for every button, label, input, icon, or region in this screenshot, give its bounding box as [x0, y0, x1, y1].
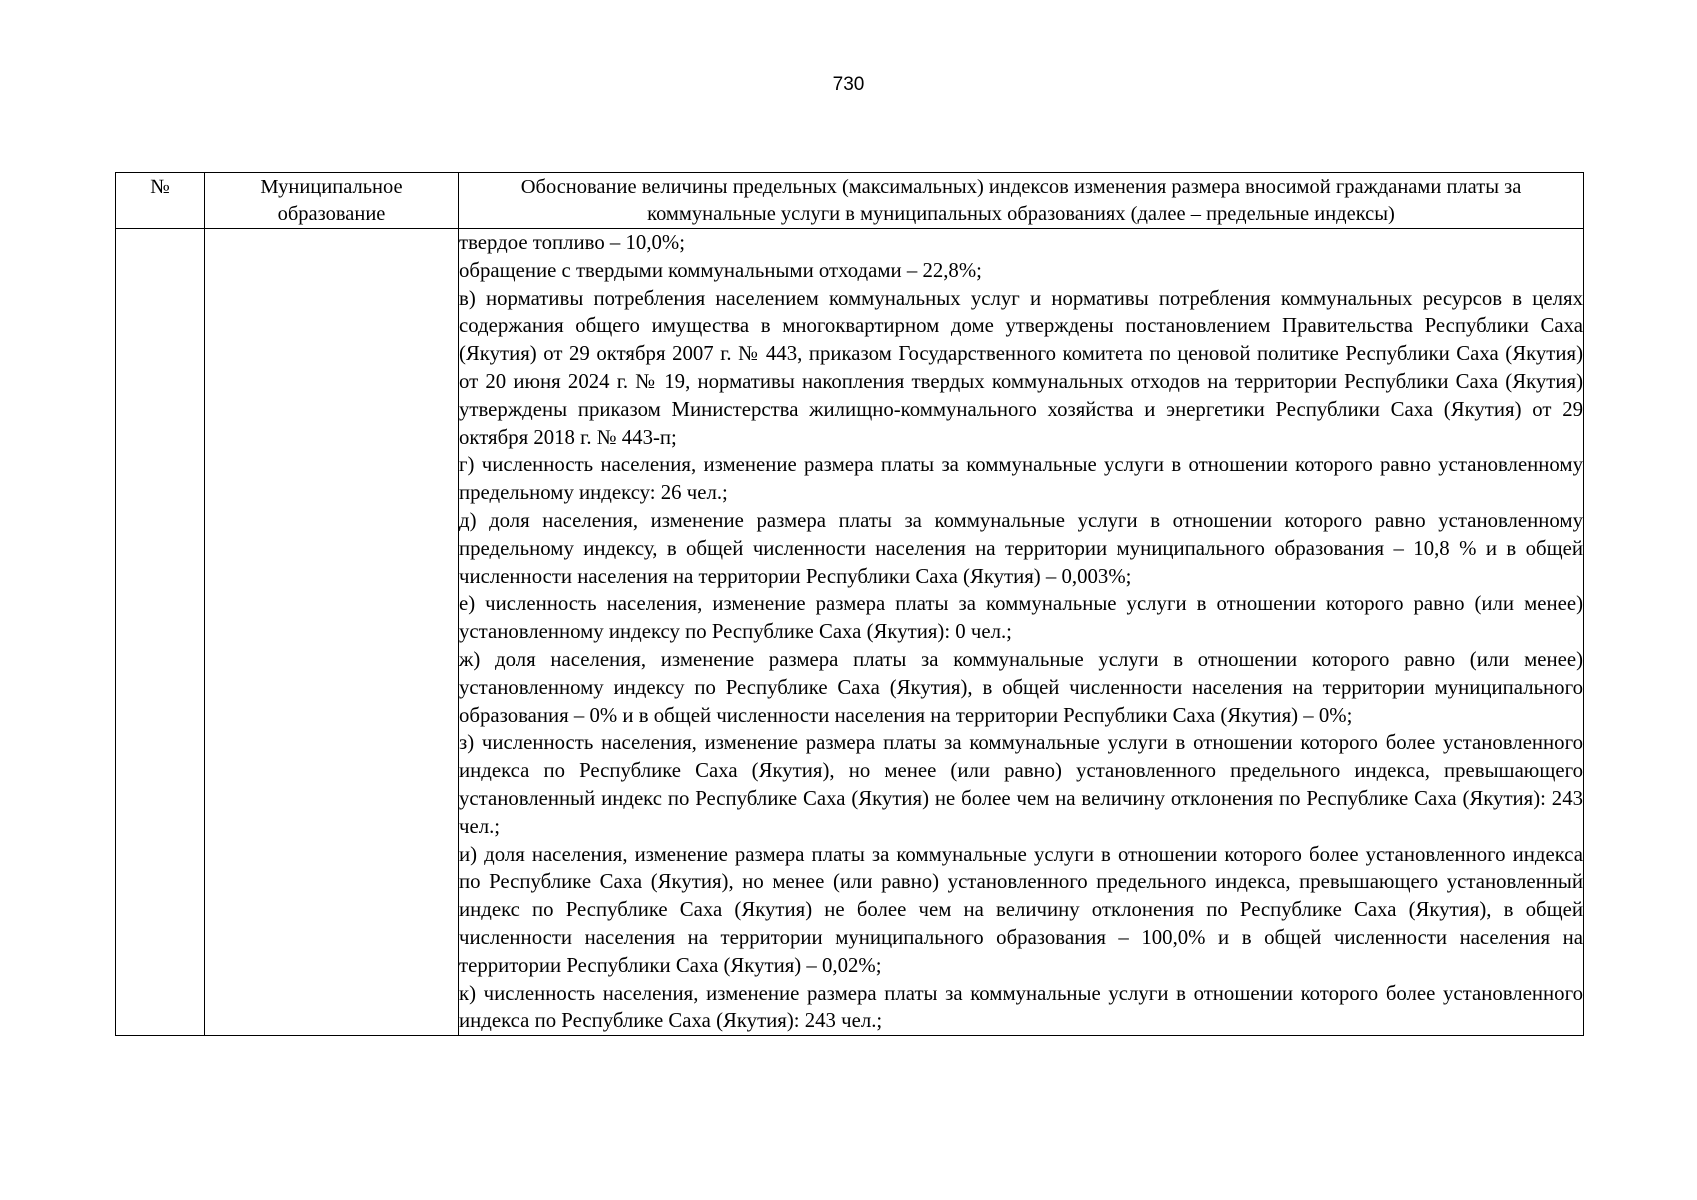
page-number: 730 [832, 74, 865, 95]
cell-municipality [205, 229, 459, 1036]
paragraph-item-v-norms: в) нормативы потребления населением коммунальных услуг и нормативы потребления коммунальных ресурсов в целях содержания общего имущества в многоквартирном доме утверждены постановлением Правительства Республики Саха (Якутия) от 29 октября 2007 г. № 443, приказом Государственного комитета по ценовой политике Республики Саха (Якутия) от 20 июня 2024 г. № 19, нормативы накопления твердых коммунальных отходов на территории Республики Саха (Якутия) утверждены приказом Министерства жилищно-коммунального хозяйства и энергетики Республики Саха (Якутия) от 29 октября 2018 г. № 443-п; [459, 286, 1583, 449]
paragraph-item-d: д) доля населения, изменение размера платы за коммунальные услуги в отношении которого равно установленному предельному индексу, в общей численности населения на территории муниципального образования – 10,8 % и в общей численности населения на территории Республики Саха (Якутия) – 0,003%; [459, 508, 1583, 588]
table-row [116, 229, 1584, 1036]
paragraph-item-g: г) численность населения, изменение размера платы за коммунальные услуги в отношении которого равно установленному предельному индексу: 26 чел.; [459, 453, 1583, 505]
paragraph-solid-waste: обращение с твердыми коммунальными отходами – 22,8%; [459, 258, 982, 282]
column-header-municipality: Муниципальное образование [205, 173, 459, 229]
paragraph-item-k: к) численность населения, изменение размера платы за коммунальные услуги в отношении которого более установленного индекса по Республике Саха (Якутия): 243 чел.; [459, 981, 1583, 1033]
paragraph-item-z: з) численность населения, изменение размера платы за коммунальные услуги в отношении которого более установленного индекса по Республике Саха (Якутия), но менее (или равно) установленного предельного индекса, превышающего установленный индекс по Республике Саха (Якутия) не более чем на величину отклонения по Республике Саха (Якутия): 243 чел.; [459, 731, 1583, 838]
column-header-number: № [116, 173, 205, 229]
paragraph-solid-fuel: твердое топливо – 10,0%; [459, 231, 686, 254]
cell-number [116, 229, 205, 1036]
cell-justification [459, 229, 1584, 1036]
column-header-justification: Обоснование величины предельных (максимальных) индексов изменения размера вносимой гражданами платы за коммунальные услуги в муниципальных образованиях (далее – предельные индексы) [459, 173, 1584, 229]
justification-table [115, 172, 1584, 1036]
table-header-row [116, 173, 1584, 229]
paragraph-item-i: и) доля населения, изменение размера платы за коммунальные услуги в отношении которого более установленного индекса по Республике Саха (Якутия), но менее (или равно) установленного предельного индекса, превышающего установленный индекс по Республике Саха (Якутия) не более чем на величину отклонения по Республике Саха (Якутия), в общей численности населения на территории муниципального образования – 100,0% и в общей численности населения на территории Республики Саха (Якутия) – 0,02%; [459, 842, 1583, 977]
paragraph-item-zh: ж) доля населения, изменение размера платы за коммунальные услуги в отношении которого равно (или менее) установленному индексу по Республике Саха (Якутия), в общей численности населения на территории муниципального образования – 0% и в общей численности населения на территории Республики Саха (Якутия) – 0%; [459, 647, 1583, 727]
paragraph-item-e: е) численность населения, изменение размера платы за коммунальные услуги в отношении которого равно (или менее) установленному индексу по Республике Саха (Якутия): 0 чел.; [459, 592, 1583, 644]
